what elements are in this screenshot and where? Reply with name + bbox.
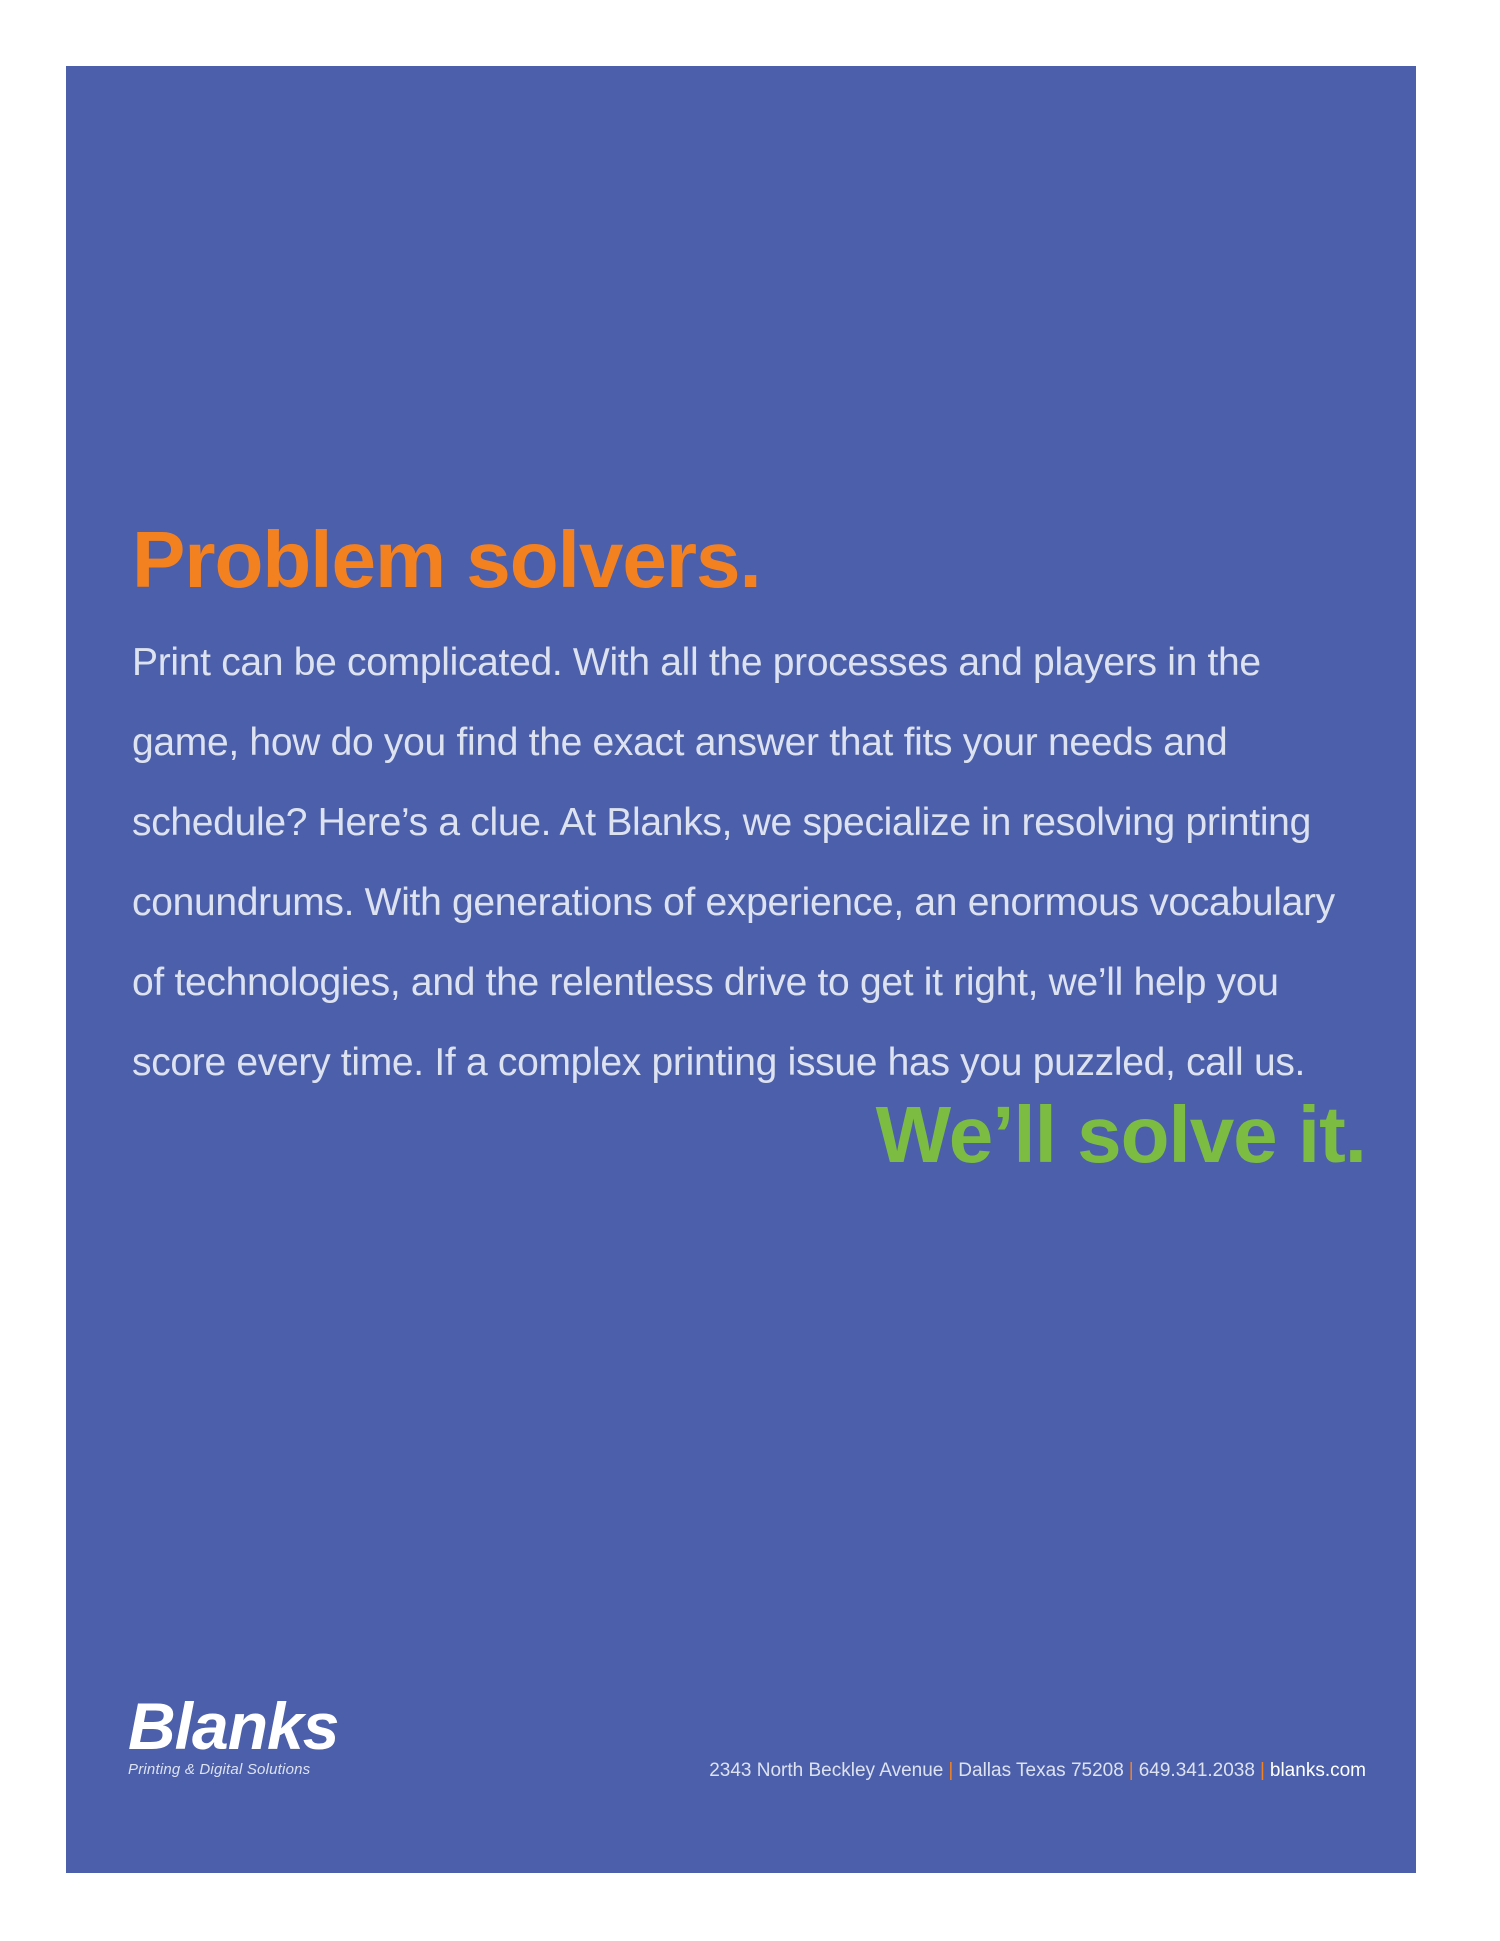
closing-tagline: We’ll solve it.: [875, 1090, 1366, 1179]
separator: |: [1259, 1760, 1265, 1781]
body-line: Print can be complicated. With all the processes and players in the: [132, 641, 1261, 684]
city-text: Dallas Texas 75208: [958, 1760, 1124, 1781]
contact-info: [709, 1760, 1366, 1782]
separator: |: [948, 1760, 954, 1781]
body-line: conundrums. With generations of experience, an enormous vocabulary: [132, 881, 1335, 924]
separator: |: [1128, 1760, 1134, 1781]
company-logo: [128, 1689, 339, 1778]
logo-tagline: Printing & Digital Solutions: [128, 1761, 311, 1778]
body-copy: [132, 623, 1372, 1103]
address-text: 2343 North Beckley Avenue: [709, 1760, 944, 1781]
website-link[interactable]: blanks.com: [1269, 1760, 1366, 1781]
headline: Problem solvers.: [132, 515, 761, 604]
body-line: game, how do you find the exact answer that fits your needs and: [132, 721, 1228, 764]
logo-wordmark: Blanks: [128, 1689, 339, 1763]
body-line: score every time. If a complex printing issue has you puzzled, call us.: [132, 1041, 1306, 1084]
body-line: of technologies, and the relentless drive to get it right, we’ll help you: [132, 961, 1279, 1004]
body-line: schedule? Here’s a clue. At Blanks, we specialize in resolving printing: [132, 801, 1311, 844]
phone-text: 649.341.2038: [1138, 1760, 1255, 1781]
